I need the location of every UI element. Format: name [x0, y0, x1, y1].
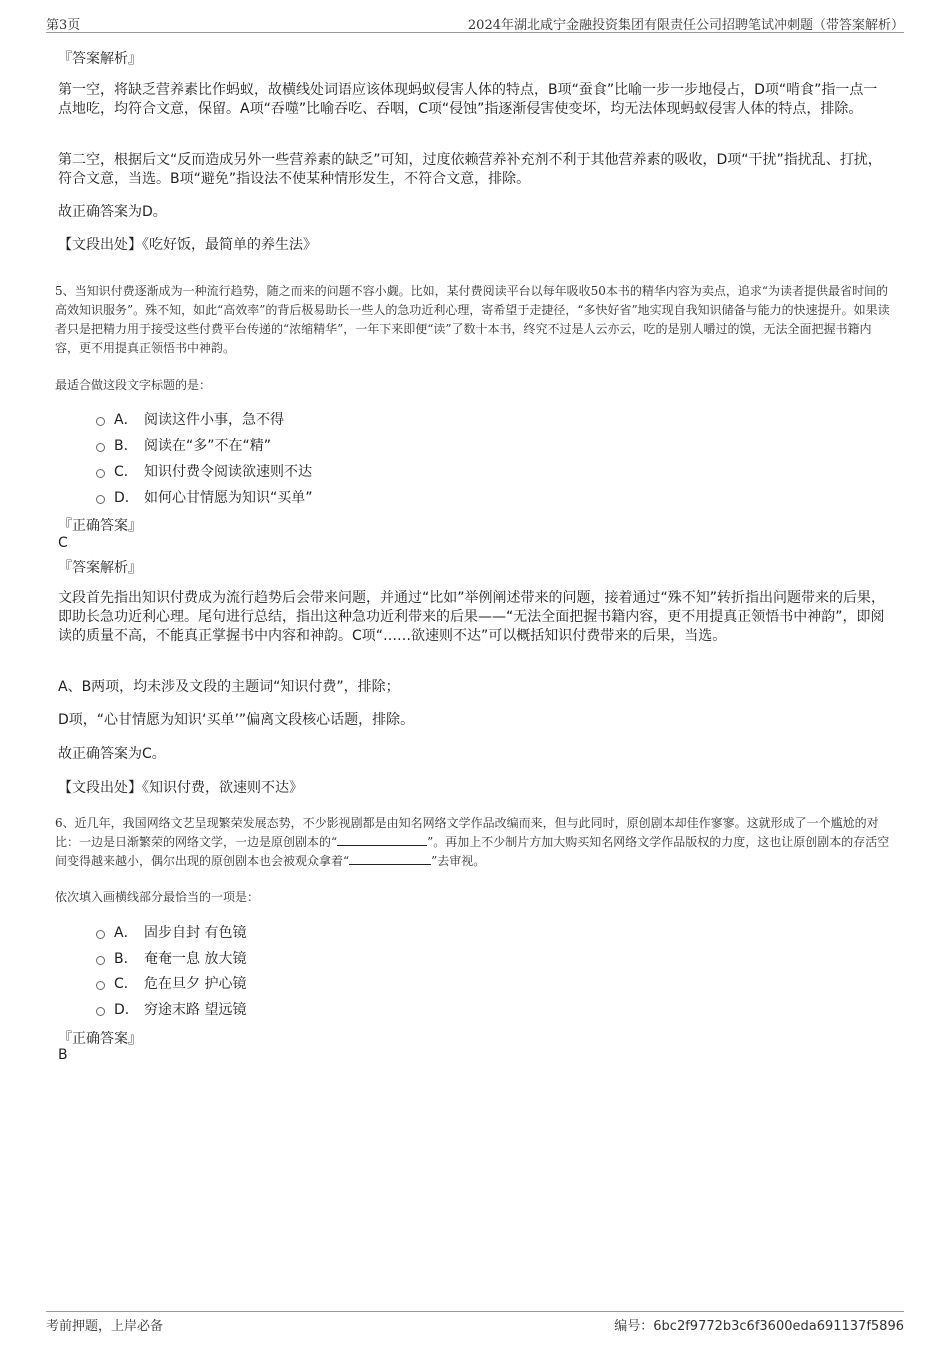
question-5-text: 5、当知识付费逐渐成为一种流行趋势，随之而来的问题不容小觑。比如，某付费阅读平台以每年吸收50本书的精华内容为卖点，追求“为读者提供最省时间的高效知识服务”。殊不知，如此“高效率”的背后极易助长一些人的急功近利心理，寄希望于走捷径，“多快好省”地实现自我知识储备与能力的快速提升。如果读者只是把精力用于接受这些付费平台传递的“浓缩精华”，一年下来即便“读”了数十本书，终究不过是人云亦云，吃的是别人嚼过的馍，无法全面把握书籍内容，更不用提真正领悟书中神韵。	[55, 284, 890, 355]
document-title: 2024年湖北咸宁金融投资集团有限责任公司招聘笔试冲刺题（带答案解析）	[467, 18, 904, 33]
question-6-option-d[interactable]: D． 穷途末路 望远镜	[96, 999, 246, 1019]
correct-answer: C	[58, 535, 68, 551]
radio-icon[interactable]	[96, 930, 105, 939]
question-6-text: 6、近几年，我国网络文艺呈现繁荣发展态势，不少影视剧都是由知名网络文学作品改编而来，但与此同时，原创剧本却佳作寥寥。这就形成了一个尴尬的对比：一边是日渐繁荣的网络文学，一边是原创剧本的“ ”。再加上不少制片方加大购买知名网络文学作品版权的力度，这也让原创剧本的存活空间变得越来越小，偶尔出现的原创剧本也会被观众拿着“ ”去审视。	[55, 816, 890, 868]
analysis-label: 『答案解析』	[58, 51, 142, 67]
analysis-paragraph-3: D项，“心甘情愿为知识‘买单’”偏离文段核心话题，排除。	[58, 712, 415, 728]
question-5-option-d[interactable]: D． 如何心甘情愿为知识“买单”	[96, 487, 313, 507]
correct-answer-label: 『正确答案』	[58, 518, 142, 534]
analysis-conclusion: 故正确答案为C。	[58, 746, 166, 762]
radio-icon[interactable]	[96, 956, 105, 965]
radio-icon[interactable]	[96, 1007, 105, 1016]
question-6-option-a[interactable]: A． 固步自封 有色镜	[96, 922, 246, 942]
analysis-conclusion: 故正确答案为D。	[58, 204, 167, 220]
analysis-label: 『答案解析』	[58, 560, 142, 576]
correct-answer: B	[58, 1047, 68, 1063]
radio-icon[interactable]	[96, 443, 105, 452]
question-5-prompt: 最适合做这段文字标题的是：	[55, 378, 212, 392]
question-5-option-a[interactable]: A． 阅读这件小事，急不得	[96, 409, 284, 429]
footer-slogan: 考前押题，上岸必备	[46, 1319, 164, 1334]
radio-icon[interactable]	[96, 469, 105, 478]
fill-blank-1	[337, 833, 427, 846]
analysis-paragraph-2: A、B两项，均未涉及文段的主题词“知识付费”，排除；	[58, 679, 400, 695]
correct-answer-label: 『正确答案』	[58, 1031, 142, 1047]
document-code: 编号：6bc2f9772b3c6f3600eda691137f5896	[614, 1319, 904, 1334]
question-6-option-c[interactable]: C． 危在旦夕 护心镜	[96, 973, 246, 993]
page-number: 第3页	[46, 18, 81, 33]
page-header	[46, 12, 904, 33]
page-footer	[46, 1311, 904, 1336]
radio-icon[interactable]	[96, 981, 105, 990]
radio-icon[interactable]	[96, 417, 105, 426]
source-citation: 【文段出处】《知识付费，欲速则不达》	[58, 780, 303, 796]
question-6-prompt: 依次填入画横线部分最恰当的一项是：	[55, 890, 260, 904]
question-5-option-c[interactable]: C． 知识付费令阅读欲速则不达	[96, 461, 312, 481]
question-6-option-b[interactable]: B． 奄奄一息 放大镜	[96, 948, 246, 968]
analysis-paragraph-1: 第一空，将缺乏营养素比作蚂蚁，故横线处词语应该体现蚂蚁侵害人体的特点，B项“蚕食”比喻一步一步地侵占，D项“啃食”指一点一点地吃，均符合文意，保留。A项“吞噬”比喻吞吃、吞咽，C项“侵蚀”指逐渐侵害使变坏，均无法体现蚂蚁侵害人体的特点，排除。	[58, 82, 878, 117]
fill-blank-2	[349, 852, 431, 865]
source-citation: 【文段出处】《吃好饭，最简单的养生法》	[58, 237, 317, 253]
question-5-option-b[interactable]: B． 阅读在“多”不在“精”	[96, 435, 271, 455]
analysis-paragraph-2: 第二空，根据后文“反而造成另外一些营养素的缺乏”可知，过度依赖营养补充剂不利于其他营养素的吸收，D项“干扰”指扰乱、打扰，符合文意，当选。B项“避免”指设法不使某种情形发生，不符合文意，排除。	[58, 152, 882, 187]
analysis-paragraph-1: 文段首先指出知识付费成为流行趋势后会带来问题，并通过“比如”举例阐述带来的问题，接着通过“殊不知”转折指出问题带来的后果，即助长急功近利心理。尾句进行总结，指出这种急功近利带来的后果——“无法全面把握书籍内容，更不用提真正领悟书中神韵”，即阅读的质量不高，不能真正掌握书中内容和神韵。C项“……欲速则不达”可以概括知识付费带来的后果，当选。	[58, 590, 886, 644]
radio-icon[interactable]	[96, 495, 105, 504]
